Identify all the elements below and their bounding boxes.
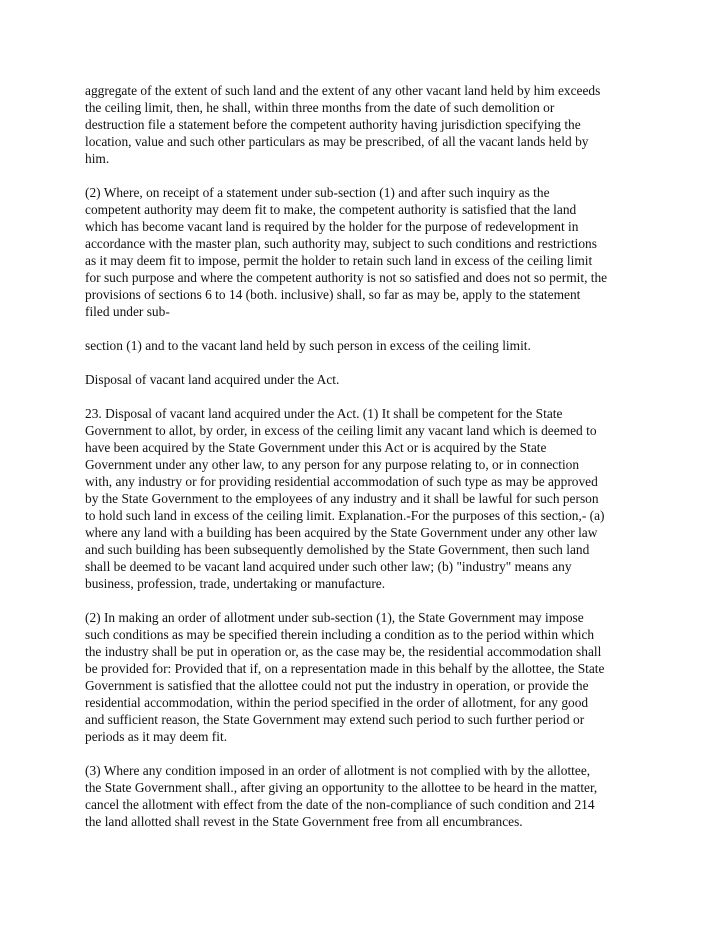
paragraph-section-23-3: (3) Where any condition imposed in an order of allotment is not complied with by the allottee, the State Government shall., after giving an opportunity to the allottee to be heard in the matter, cancel the allotment with effect from the date of the non-compliance of such condition and 214 the land allotted shall revest in the State Government free from all encumbrances. — [85, 763, 598, 829]
paragraph-section-23-2: (2) In making an order of allotment under sub-section (1), the State Government may impose such conditions as may be specified therein including a condition as to the period within which the industry shall be put in operation or, as the case may be, the residential accommodation shall be provided for: Provided that if, on a representation made in this behalf by the allottee, the State Government is satisfied that the allottee could not put the industry in operation, or provide the residential accommodation, within the period specified in the order of allotment, for any good and sufficient reason, the State Government may extend such period to such further period or periods as it may deem fit. — [85, 610, 605, 744]
paragraph-section-23: 23. Disposal of vacant land acquired under the Act. (1) It shall be competent for the State Government to allot, by order, in excess of the ceiling limit any vacant land which is deemed to have been acquired by the State Government under this Act or is acquired by the State Government under any other law, to any person for any purpose relating to, or in connection with, any industry or for providing residential accommodation of such type as may be approved by the State Government to the employees of any industry and it shall be lawful for such person to hold such land in excess of the ceiling limit. Explanation.-For the purposes of this section,- (a) where any land with a building has been acquired by the State Government under any other law and such building has been subsequently demolished by the State Government, then such land shall be deemed to be vacant land acquired under such other law; (b) "industry" means any business, profession, trade, undertaking or manufacture. — [85, 406, 605, 591]
section-heading: Disposal of vacant land acquired under the Act. — [85, 372, 340, 387]
paragraph-subsection-2: (2) Where, on receipt of a statement under sub-section (1) and after such inquiry as the competent authority may deem fit to make, the competent authority is satisfied that the land which has become vacant land is required by the holder for the purpose of redevelopment in accordance with the master plan, such authority may, subject to such conditions and restrictions as it may deem fit to impose, permit the holder to retain such land in excess of the ceiling limit for such purpose and where the competent authority is not so satisfied and does not so permit, the provisions of sections 6 to 14 (both. inclusive) shall, so far as may be, apply to the statement filed under sub- — [85, 185, 608, 319]
paragraph-subsection-1-tail: section (1) and to the vacant land held by such person in excess of the ceiling limit. — [85, 338, 531, 353]
paragraph-continuation: aggregate of the extent of such land and the extent of any other vacant land held by him exceeds the ceiling limit, then, he shall, within three months from the date of such demolition or destruction file a statement before the competent authority having jurisdiction specifying the location, value and such other particulars as may be prescribed, of all the vacant lands held by him. — [85, 83, 601, 166]
document-page — [85, 82, 645, 847]
